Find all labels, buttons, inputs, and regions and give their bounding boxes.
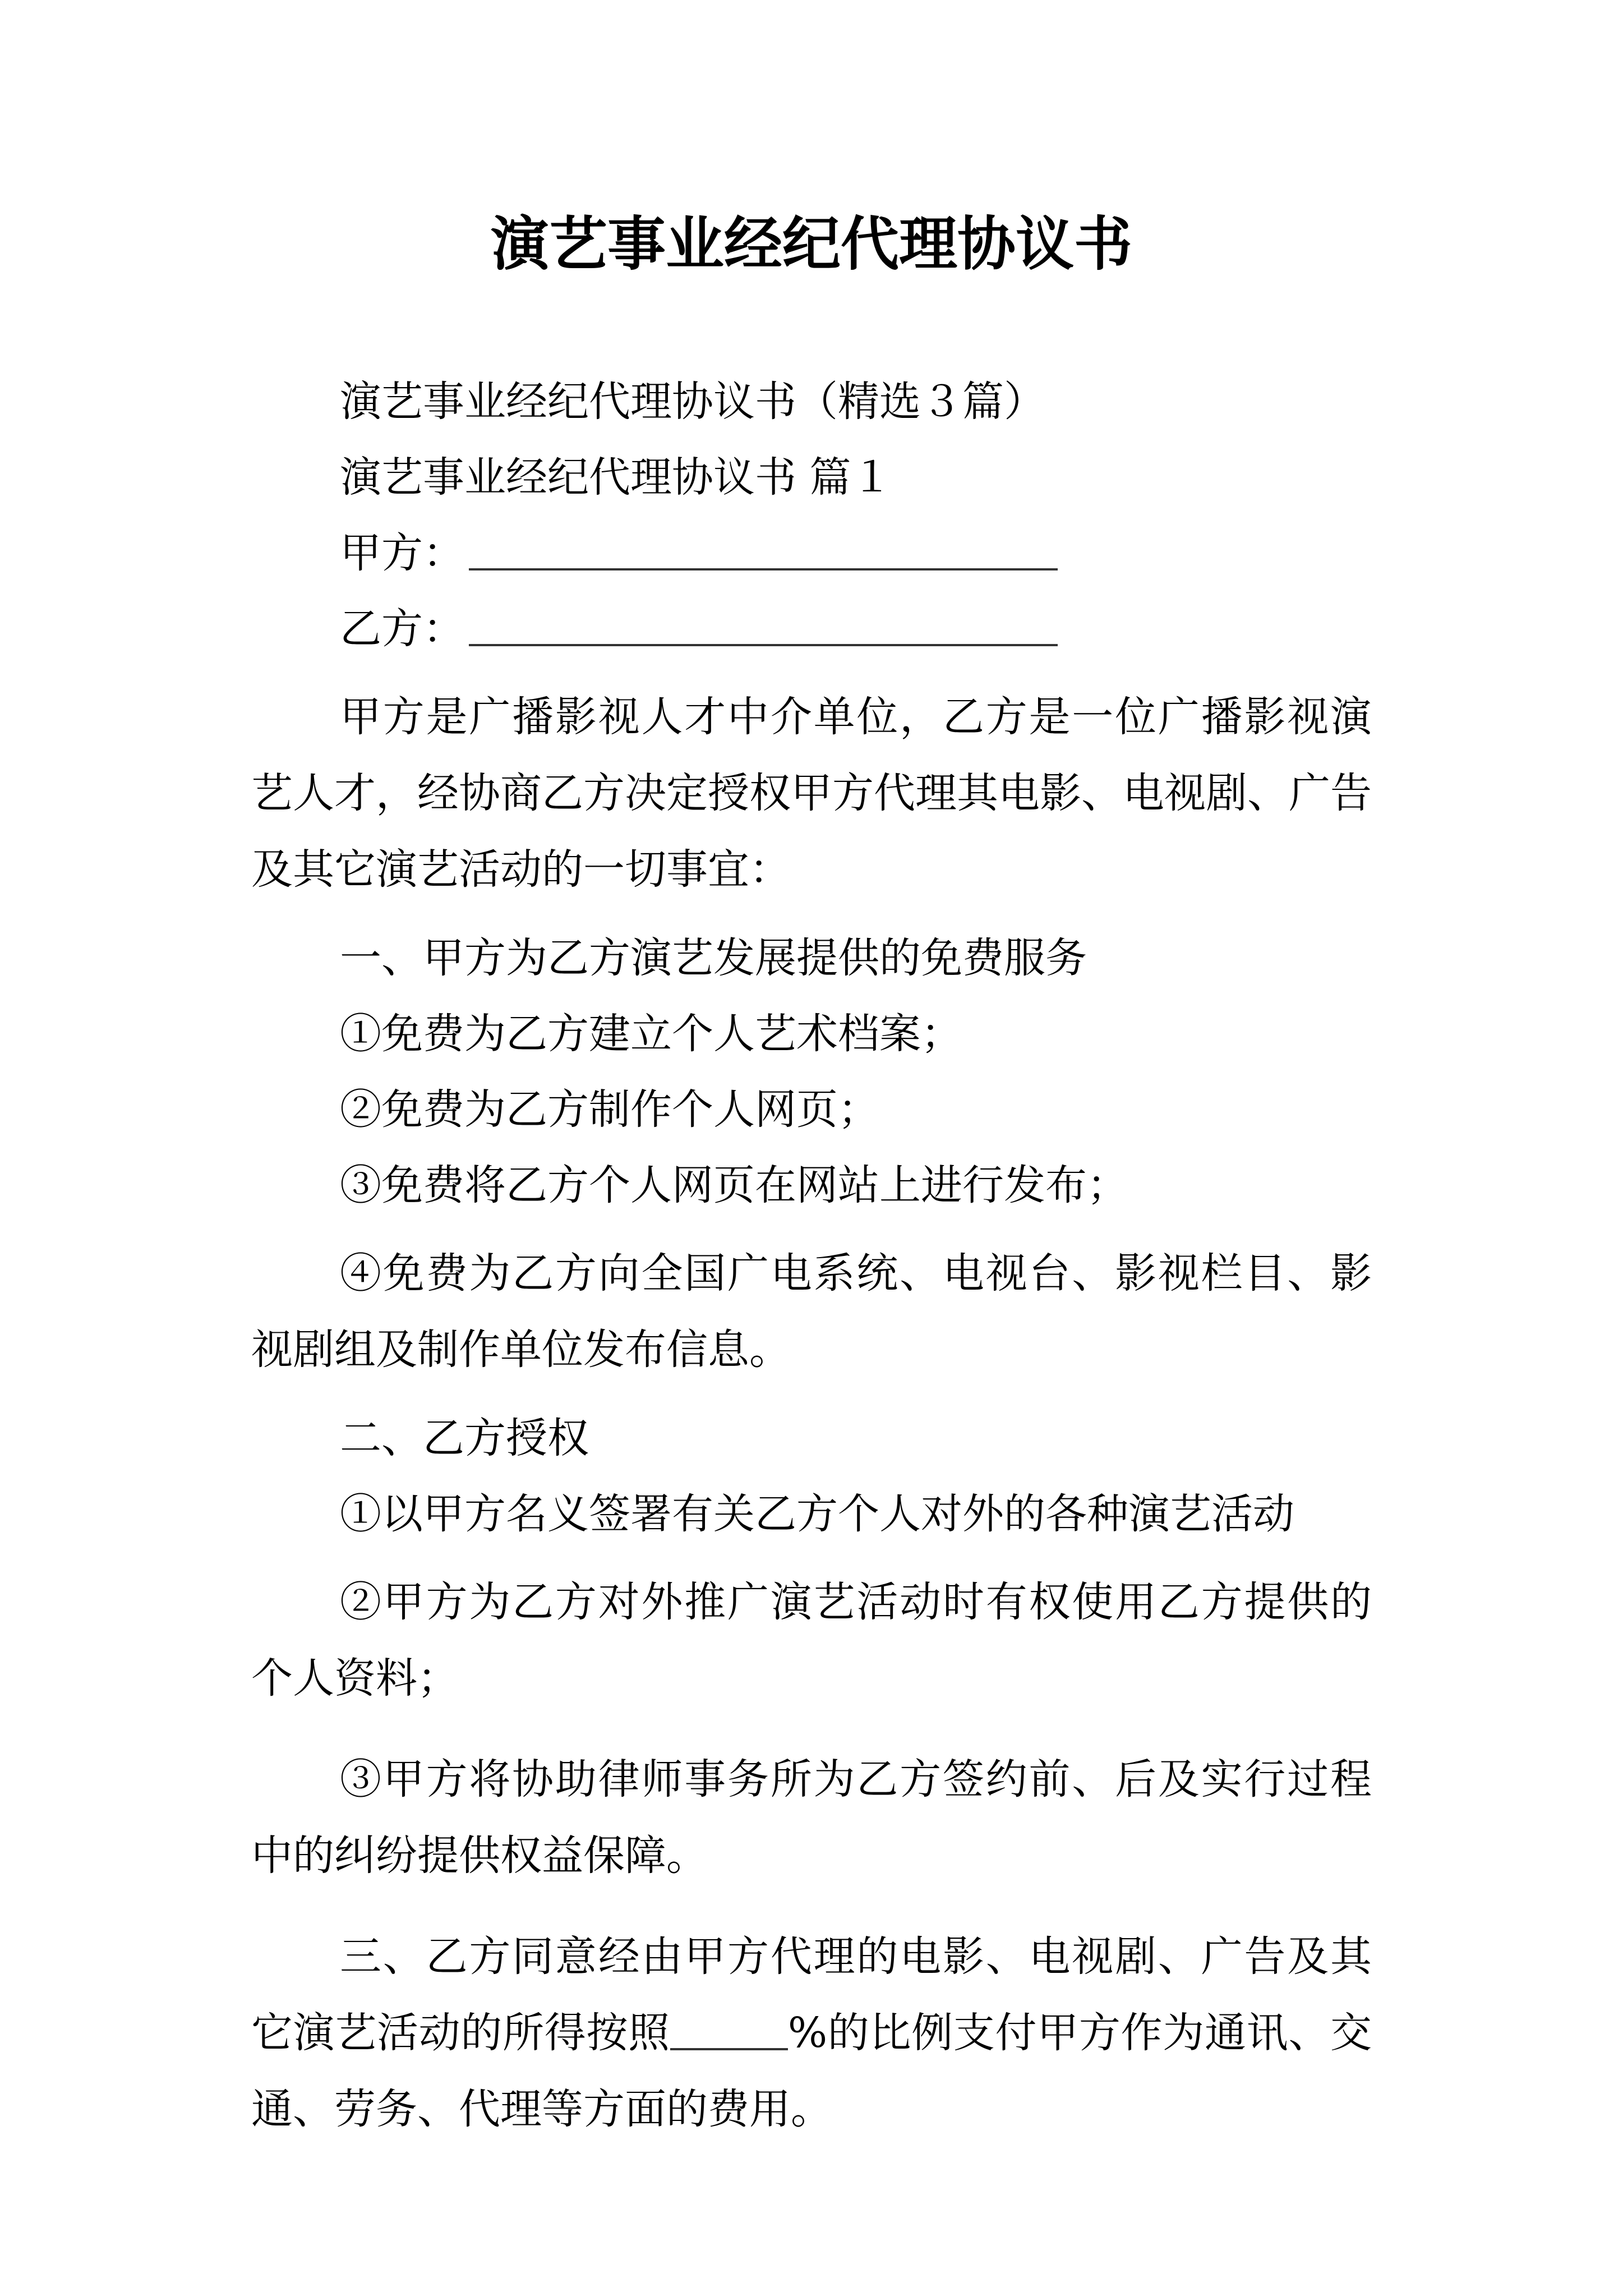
party-b-line <box>251 603 1372 655</box>
clause3-text-after: %的比例支付甲方作为通讯、交通、劳务、代理等方面的费用。 <box>251 2009 1372 2133</box>
clause2-item: ③甲方将协助律师事务所为乙方签约前、后及实行过程中的纠纷提供权益保障。 <box>251 1755 1372 1880</box>
clause1-heading: 一、甲方为乙方演艺发展提供的免费服务 <box>340 934 1087 982</box>
clause2-item: ①以甲方名义签署有关乙方个人对外的各种演艺活动 <box>340 1490 1294 1538</box>
document-body <box>251 376 1372 2147</box>
clause2-heading: 二、乙方授权 <box>340 1414 589 1462</box>
percentage-blank <box>670 2009 788 2050</box>
clause3-paragraph <box>251 1918 1372 2147</box>
clause1-item: ①免费为乙方建立个人艺术档案； <box>340 1010 962 1058</box>
clause3-text-before: 三、乙方同意经由甲方代理的电影、电视剧、广告及其它演艺活动的所得按照 <box>251 1932 1372 2057</box>
party-b-label: 乙方： <box>340 605 464 653</box>
clause1-item: ④免费为乙方向全国广电系统、电视台、影视栏目、影视剧组及制作单位发布信息。 <box>251 1249 1372 1374</box>
party-a-line <box>251 527 1372 579</box>
section-heading: 演艺事业经纪代理协议书 篇１ <box>340 453 893 501</box>
document-title: 演艺事业经纪代理协议书 <box>490 209 1132 278</box>
intro-paragraph: 甲方是广播影视人才中介单位，乙方是一位广播影视演艺人才，经协商乙方决定授权甲方代理其电影、电视剧、广告及其它演艺活动的一切事宜： <box>251 693 1372 894</box>
clause1-item: ③免费将乙方个人网页在网站上进行发布； <box>340 1161 1128 1209</box>
party-b-blank <box>469 605 1058 646</box>
subtitle-line: 演艺事业经纪代理协议书（精选３篇） <box>340 378 1045 426</box>
clause2-item: ②甲方为乙方对外推广演艺活动时有权使用乙方提供的个人资料； <box>251 1578 1372 1703</box>
clause1-item: ②免费为乙方制作个人网页； <box>340 1085 879 1134</box>
party-a-label: 甲方： <box>340 529 464 577</box>
party-a-blank <box>469 529 1058 570</box>
